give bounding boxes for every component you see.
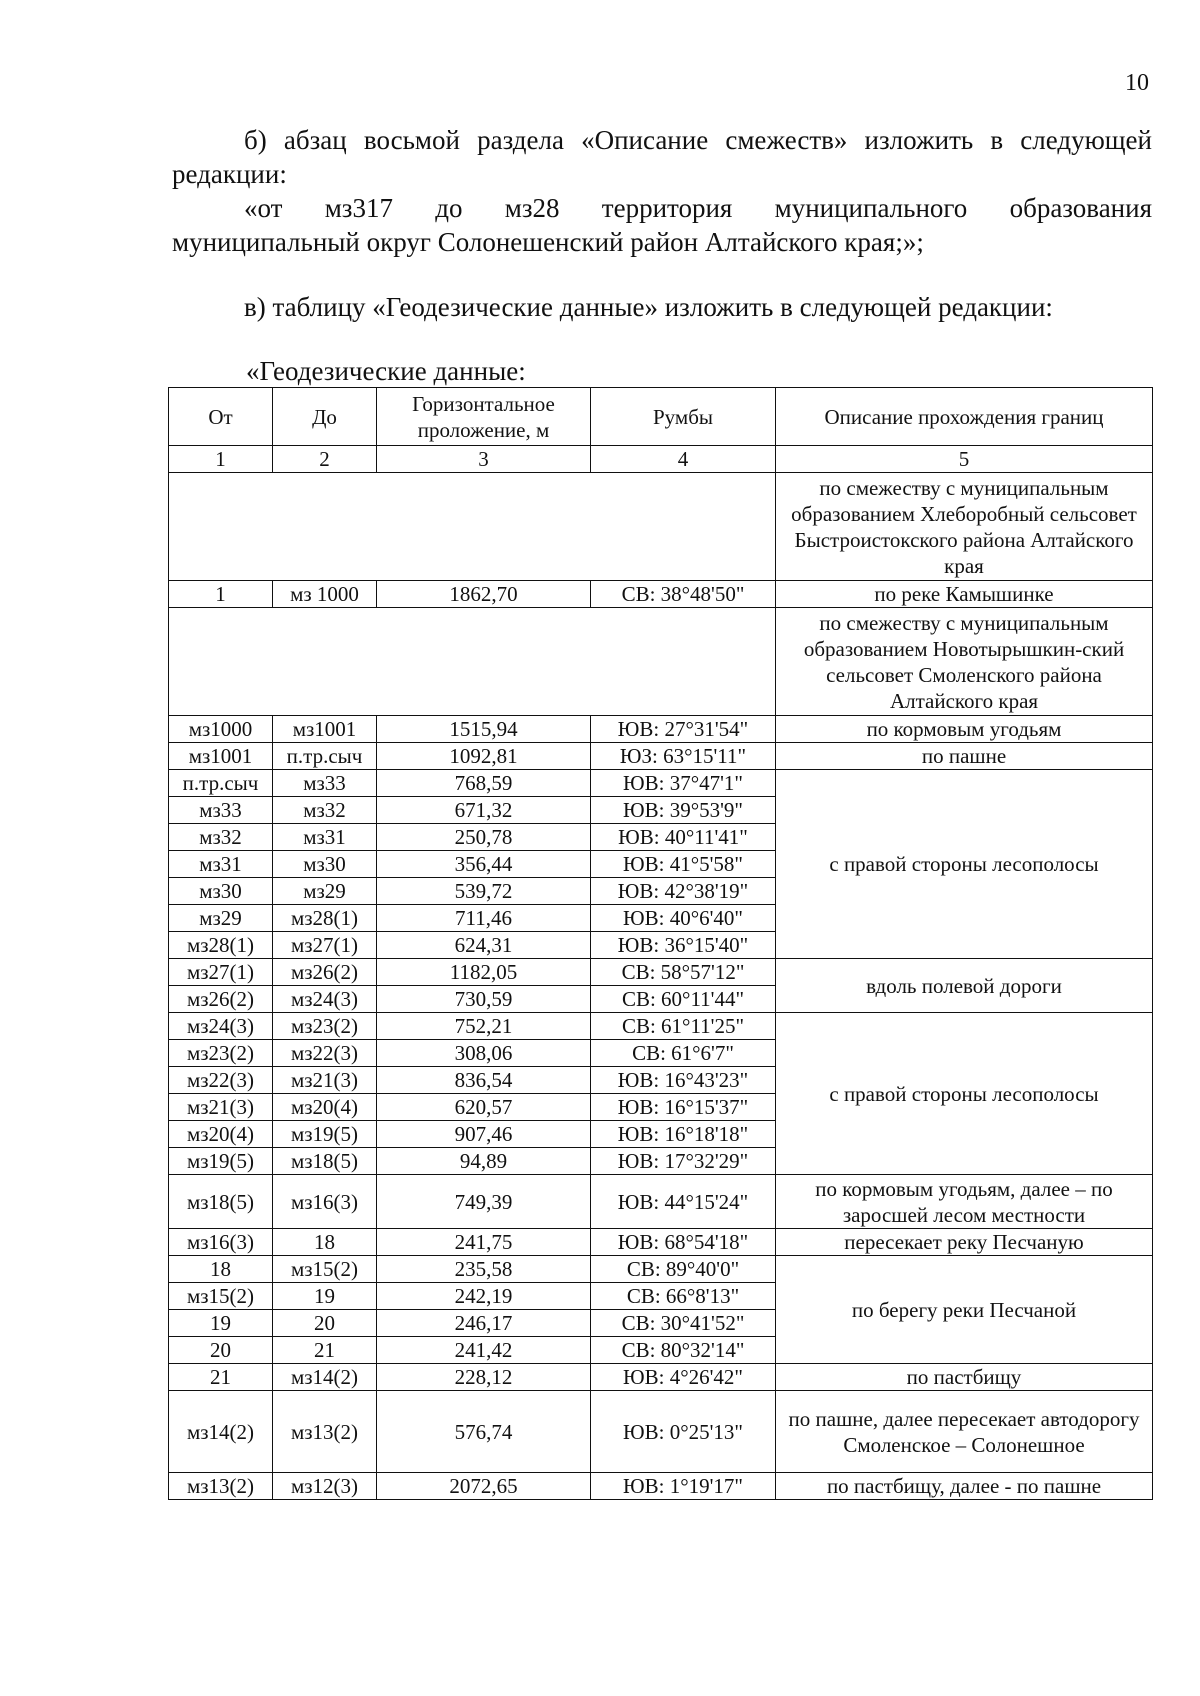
cell-description: пересекает реку Песчаную [776,1229,1153,1256]
cell-bearing: СВ: 58°57'12" [591,959,776,986]
cell-description: с правой стороны лесополосы [776,1013,1153,1175]
paragraph-v: в) таблицу «Геодезические данные» изложить в следующей редакции: [244,292,1053,322]
geodetic-data-table [168,387,1153,1500]
cell-distance: 356,44 [377,851,591,878]
section-row [169,473,1153,581]
table-header-row [169,388,1153,446]
cell-to: мз26(2) [273,959,377,986]
col-number: 3 [377,446,591,473]
cell-distance: 1092,81 [377,743,591,770]
header-distance: Горизонтальное проложение, м [377,388,591,446]
cell-from: мз23(2) [169,1040,273,1067]
cell-from: мз24(3) [169,1013,273,1040]
cell-from: мз19(5) [169,1148,273,1175]
cell-from: мз20(4) [169,1121,273,1148]
page-number: 10 [1125,70,1149,96]
cell-distance: 768,59 [377,770,591,797]
cell-distance: 836,54 [377,1067,591,1094]
cell-from: мз18(5) [169,1175,273,1229]
cell-from: 20 [169,1337,273,1364]
cell-to: мз15(2) [273,1256,377,1283]
cell-distance: 242,19 [377,1283,591,1310]
cell-from: мз32 [169,824,273,851]
cell-from: 21 [169,1364,273,1391]
cell-bearing: ЮВ: 44°15'24" [591,1175,776,1229]
cell-distance: 308,06 [377,1040,591,1067]
cell-to: мз32 [273,797,377,824]
cell-distance: 1182,05 [377,959,591,986]
header-from: От [169,388,273,446]
cell-distance: 539,72 [377,878,591,905]
header-description: Описание прохождения границ [776,388,1153,446]
table-row [169,1473,1153,1500]
cell-bearing: СВ: 61°11'25" [591,1013,776,1040]
cell-bearing: ЮВ: 37°47'1" [591,770,776,797]
cell-distance: 94,89 [377,1148,591,1175]
cell-bearing: ЮВ: 0°25'13" [591,1391,776,1473]
cell-distance: 711,46 [377,905,591,932]
cell-to: п.тр.сыч [273,743,377,770]
table-row [169,1175,1153,1229]
cell-description: по пашне, далее пересекает автодорогу Смоленское – Солонешное [776,1391,1153,1473]
cell-to: мз33 [273,770,377,797]
cell-bearing: СВ: 89°40'0" [591,1256,776,1283]
cell-from: мз16(3) [169,1229,273,1256]
table-row [169,743,1153,770]
cell-bearing: ЮЗ: 63°15'11" [591,743,776,770]
cell-bearing: ЮВ: 16°15'37" [591,1094,776,1121]
numbering-row [169,446,1153,473]
cell-to: мз19(5) [273,1121,377,1148]
cell-to: мз16(3) [273,1175,377,1229]
cell-from: мз1000 [169,716,273,743]
cell-distance: 1862,70 [377,581,591,608]
cell-description: по реке Камышинке [776,581,1153,608]
cell-distance: 241,75 [377,1229,591,1256]
cell-description: по пастбищу [776,1364,1153,1391]
cell-distance: 235,58 [377,1256,591,1283]
cell-from: мз28(1) [169,932,273,959]
cell-bearing: ЮВ: 36°15'40" [591,932,776,959]
col-number: 5 [776,446,1153,473]
table-row [169,770,1153,797]
cell-description: по кормовым угодьям [776,716,1153,743]
cell-distance: 246,17 [377,1310,591,1337]
cell-distance: 752,21 [377,1013,591,1040]
cell-description: с правой стороны лесополосы [776,770,1153,959]
cell-to: мз20(4) [273,1094,377,1121]
cell-from: мз29 [169,905,273,932]
cell-distance: 250,78 [377,824,591,851]
table-row [169,581,1153,608]
cell-distance: 228,12 [377,1364,591,1391]
cell-to: 21 [273,1337,377,1364]
cell-bearing: СВ: 30°41'52" [591,1310,776,1337]
section-description: по смежеству с муниципальным образованием Новотырышкин-ский сельсовет Смоленского района Алтайского края [776,608,1153,716]
table-row [169,1391,1153,1473]
cell-bearing: ЮВ: 40°11'41" [591,824,776,851]
cell-description: по берегу реки Песчаной [776,1256,1153,1364]
cell-description: по пашне [776,743,1153,770]
cell-from: мз1001 [169,743,273,770]
table-row [169,1256,1153,1283]
cell-bearing: СВ: 66°8'13" [591,1283,776,1310]
cell-to: мз1001 [273,716,377,743]
cell-from: п.тр.сыч [169,770,273,797]
cell-to: мз29 [273,878,377,905]
cell-distance: 749,39 [377,1175,591,1229]
cell-from: мз13(2) [169,1473,273,1500]
cell-bearing: ЮВ: 41°5'58" [591,851,776,878]
section-spacer [169,608,776,716]
cell-distance: 576,74 [377,1391,591,1473]
table-row [169,959,1153,986]
cell-distance: 2072,65 [377,1473,591,1500]
cell-distance: 620,57 [377,1094,591,1121]
cell-to: мз22(3) [273,1040,377,1067]
cell-bearing: ЮВ: 68°54'18" [591,1229,776,1256]
cell-distance: 671,32 [377,797,591,824]
cell-distance: 241,42 [377,1337,591,1364]
cell-description: по пастбищу, далее - по пашне [776,1473,1153,1500]
cell-bearing: ЮВ: 4°26'42" [591,1364,776,1391]
section-row [169,608,1153,716]
cell-to: мз24(3) [273,986,377,1013]
cell-distance: 907,46 [377,1121,591,1148]
cell-bearing: СВ: 61°6'7" [591,1040,776,1067]
cell-from: мз14(2) [169,1391,273,1473]
col-number: 1 [169,446,273,473]
cell-to: 18 [273,1229,377,1256]
cell-bearing: ЮВ: 27°31'54" [591,716,776,743]
paragraph-quote-line1: «от мз317 до мз28 территория муниципального образования [244,193,1152,223]
cell-from: 18 [169,1256,273,1283]
cell-bearing: ЮВ: 40°6'40" [591,905,776,932]
cell-to: мз28(1) [273,905,377,932]
section-description: по смежеству с муниципальным образованием Хлеборобный сельсовет Быстроистокского района Алтайского края [776,473,1153,581]
cell-bearing: ЮВ: 17°32'29" [591,1148,776,1175]
section-spacer [169,473,776,581]
cell-description: по кормовым угодьям, далее – по заросшей лесом местности [776,1175,1153,1229]
table-row [169,716,1153,743]
cell-bearing: ЮВ: 16°43'23" [591,1067,776,1094]
cell-to: мз 1000 [273,581,377,608]
cell-from: мз15(2) [169,1283,273,1310]
cell-to: мз21(3) [273,1067,377,1094]
cell-from: мз31 [169,851,273,878]
cell-to: мз14(2) [273,1364,377,1391]
cell-from: мз30 [169,878,273,905]
paragraph-b-line2: редакции: [172,159,287,189]
cell-from: мз22(3) [169,1067,273,1094]
cell-to: 20 [273,1310,377,1337]
cell-from: мз26(2) [169,986,273,1013]
cell-bearing: ЮВ: 42°38'19" [591,878,776,905]
cell-from: мз21(3) [169,1094,273,1121]
col-number: 4 [591,446,776,473]
header-bearing: Румбы [591,388,776,446]
cell-to: 19 [273,1283,377,1310]
cell-distance: 730,59 [377,986,591,1013]
cell-to: мз18(5) [273,1148,377,1175]
cell-to: мз12(3) [273,1473,377,1500]
col-number: 2 [273,446,377,473]
cell-to: мз27(1) [273,932,377,959]
cell-bearing: ЮВ: 39°53'9" [591,797,776,824]
cell-bearing: СВ: 80°32'14" [591,1337,776,1364]
cell-bearing: ЮВ: 1°19'17" [591,1473,776,1500]
cell-from: мз27(1) [169,959,273,986]
cell-to: мз23(2) [273,1013,377,1040]
cell-distance: 624,31 [377,932,591,959]
table-row [169,1013,1153,1040]
cell-distance: 1515,94 [377,716,591,743]
cell-to: мз30 [273,851,377,878]
cell-to: мз31 [273,824,377,851]
table-caption: «Геодезические данные: [246,356,526,386]
cell-description: вдоль полевой дороги [776,959,1153,1013]
table-row [169,1229,1153,1256]
cell-to: мз13(2) [273,1391,377,1473]
cell-from: 19 [169,1310,273,1337]
cell-bearing: СВ: 60°11'44" [591,986,776,1013]
cell-from: мз33 [169,797,273,824]
cell-bearing: ЮВ: 16°18'18" [591,1121,776,1148]
cell-bearing: СВ: 38°48'50" [591,581,776,608]
cell-from: 1 [169,581,273,608]
table-row [169,1364,1153,1391]
paragraph-b-line1: б) абзац восьмой раздела «Описание смежеств» изложить в следующей [244,125,1152,155]
header-to: До [273,388,377,446]
paragraph-quote-line2: муниципальный округ Солонешенский район Алтайского края;»; [172,227,924,257]
